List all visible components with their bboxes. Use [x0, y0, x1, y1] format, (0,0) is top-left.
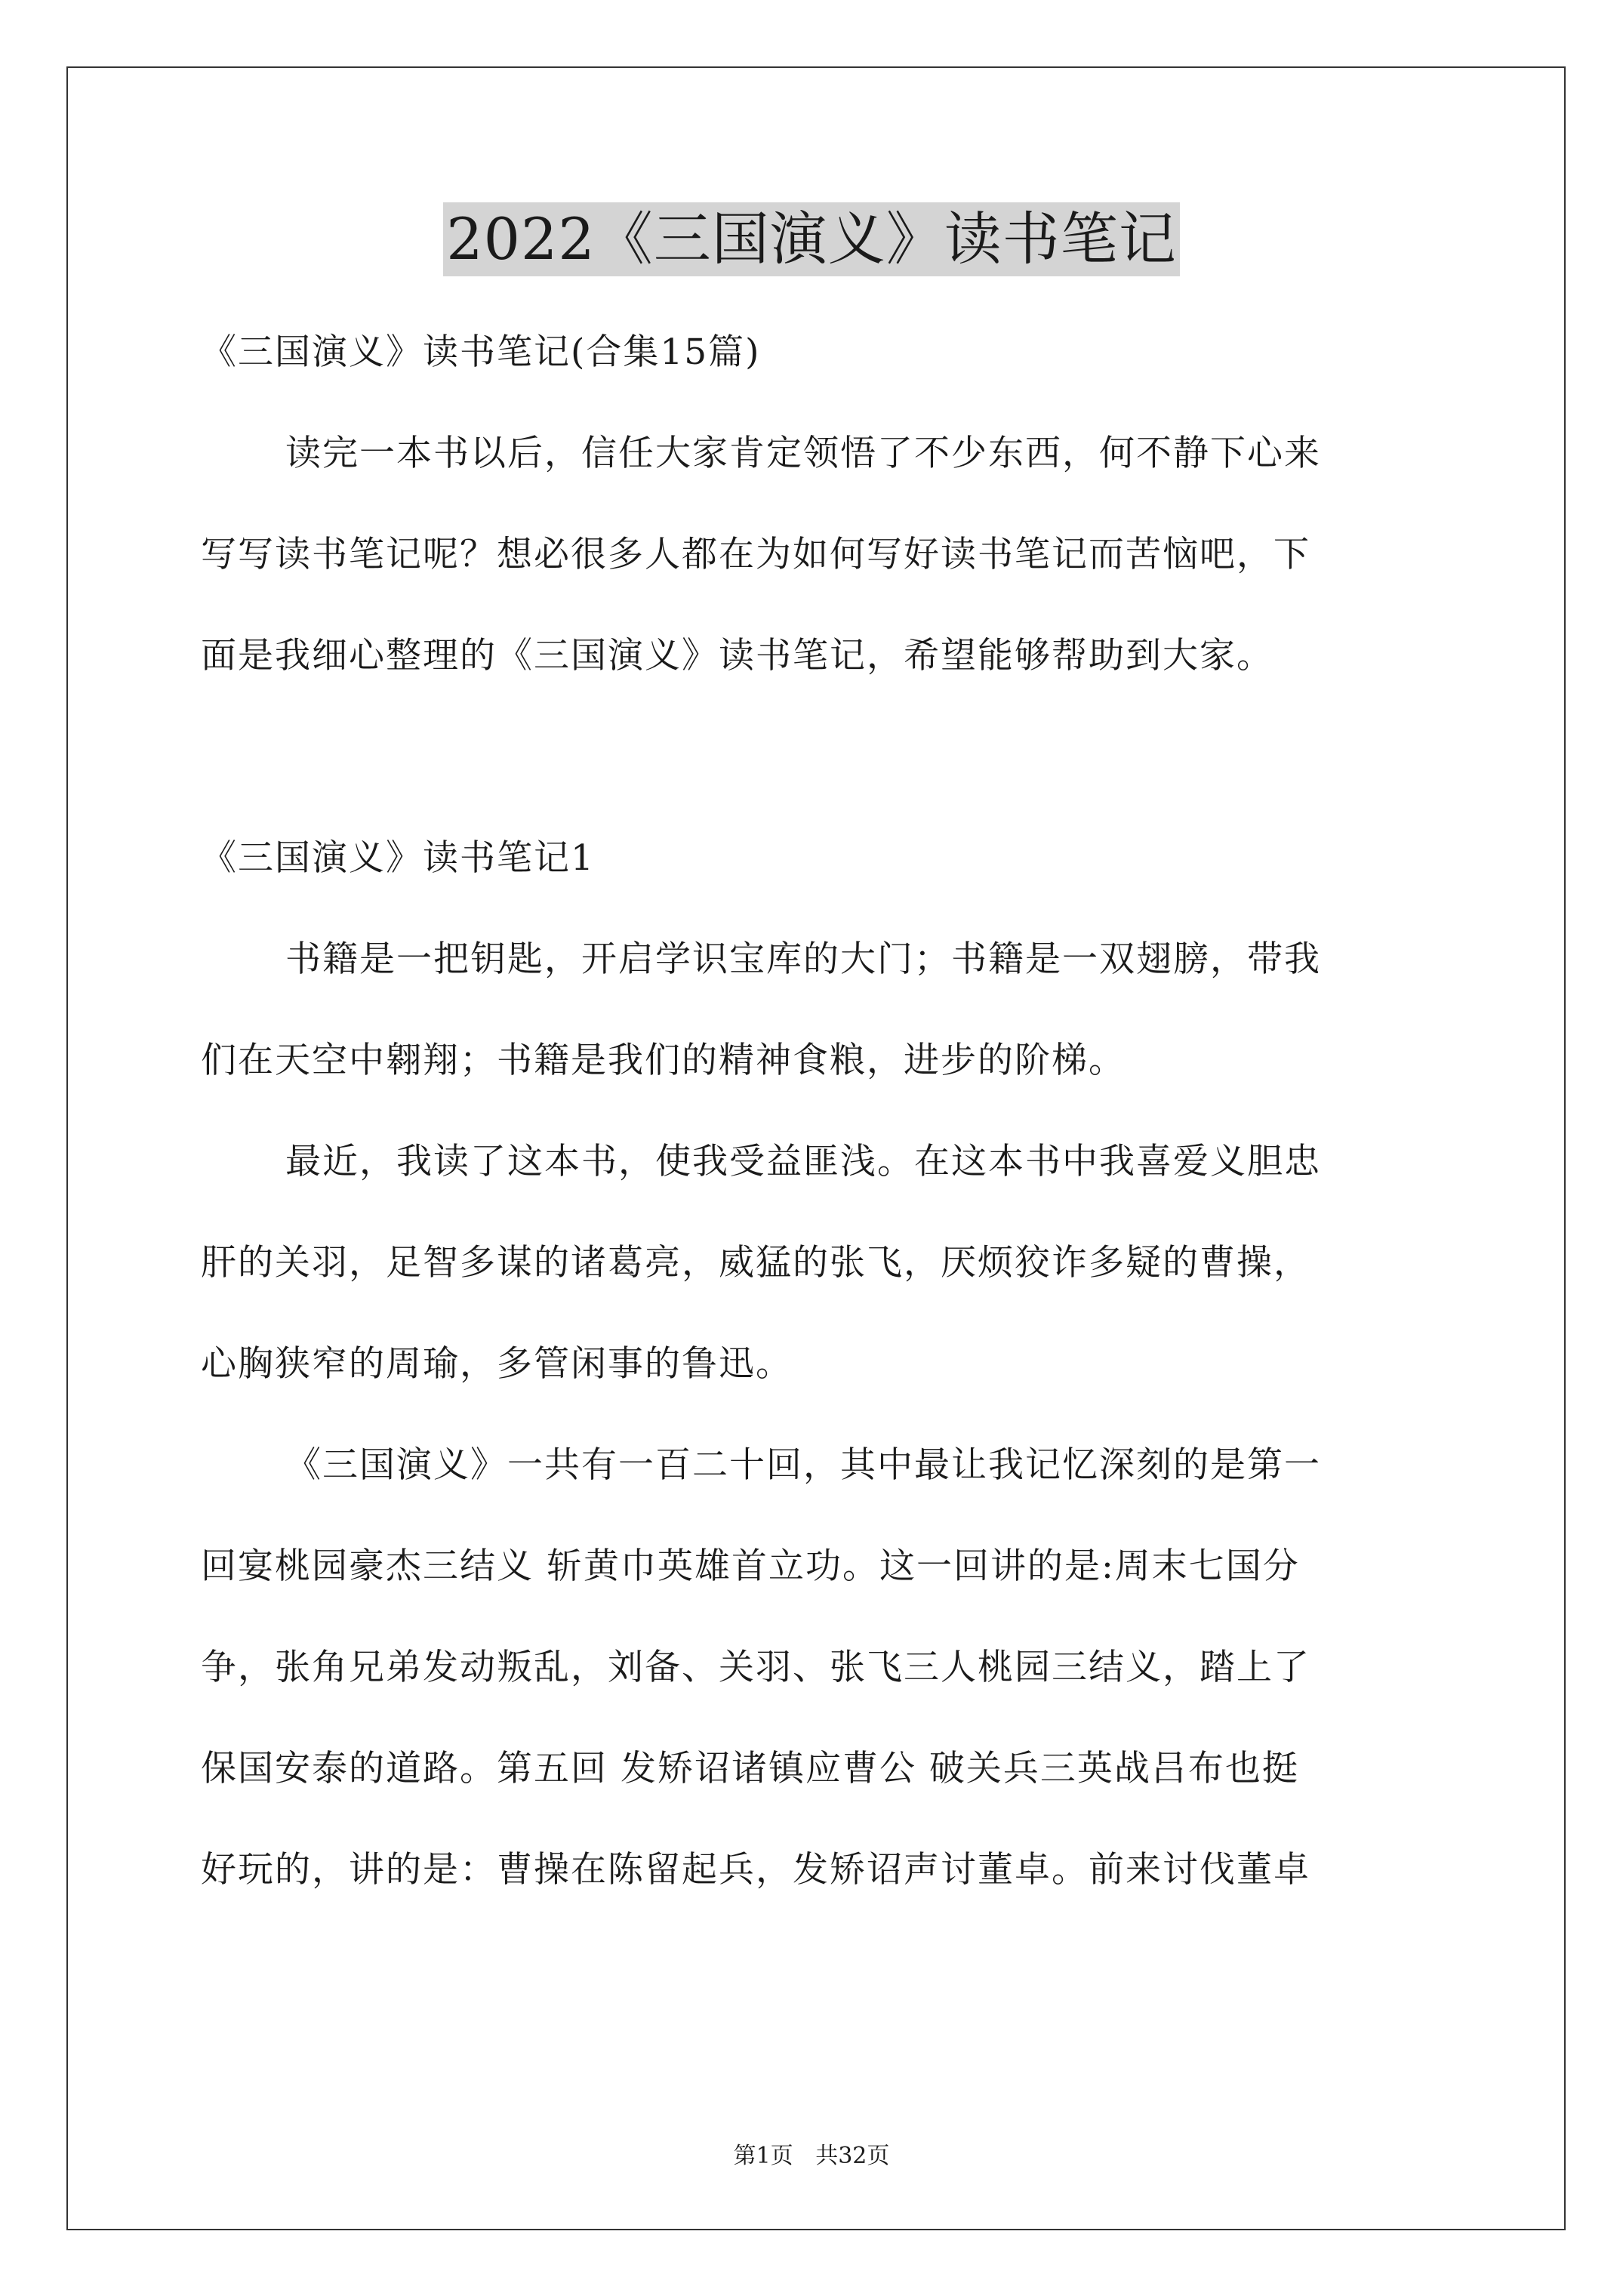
p3-line-1: 《三国演义》一共有一百二十回，其中最让我记忆深刻的是第一: [285, 1444, 1321, 1486]
paragraph-gap: [201, 707, 1430, 808]
p2-line-3: 心胸狭窄的周瑜，多管闲事的鲁迅。: [201, 1343, 793, 1385]
document-title: 2022《三国演义》读书笔记: [443, 202, 1179, 276]
intro-line-2: 写写读书笔记呢？想必很多人都在为如何写好读书笔记而苦恼吧，下: [201, 534, 1310, 575]
p3-line-4: 保国安泰的道路。第五回 发矫诏诸镇应曹公 破关兵三英战吕布也挺: [201, 1748, 1299, 1789]
p3-line-2: 回宴桃园豪杰三结义 斩黄巾英雄首立功。这一回讲的是:周末七国分: [201, 1546, 1300, 1587]
intro-line-1: 读完一本书以后，信任大家肯定领悟了不少东西，何不静下心来: [285, 433, 1321, 474]
intro-line-3: 面是我细心整理的《三国演义》读书笔记，希望能够帮助到大家。: [201, 635, 1273, 676]
page-number-total: 共32页: [815, 2143, 890, 2169]
p1-line-1: 书籍是一把钥匙，开启学识宝库的大门；书籍是一双翅膀，带我: [285, 938, 1321, 980]
p2-line-2: 肝的关羽，足智多谋的诸葛亮，威猛的张飞，厌烦狡诈多疑的曹操，: [201, 1242, 1310, 1284]
title-container: [0, 202, 1623, 276]
p1-line-2: 们在天空中翱翔；书籍是我们的精神食粮，进步的阶梯。: [201, 1040, 1126, 1081]
p2-line-1: 最近，我读了这本书，使我受益匪浅。在这本书中我喜爱义胆忠: [285, 1141, 1321, 1182]
page-number-current: 第1页: [733, 2143, 793, 2169]
document-body: [201, 302, 1430, 1921]
p3-line-3: 争，张角兄弟发动叛乱，刘备、关羽、张飞三人桃园三结义，踏上了: [201, 1647, 1310, 1688]
page-footer: [0, 2141, 1623, 2171]
section-heading: 《三国演义》读书笔记1: [201, 837, 595, 879]
p3-line-5: 好玩的，讲的是：曹操在陈留起兵，发矫诏声讨董卓。前来讨伐董卓: [201, 1849, 1310, 1891]
subtitle: 《三国演义》读书笔记(合集15篇): [201, 331, 761, 373]
